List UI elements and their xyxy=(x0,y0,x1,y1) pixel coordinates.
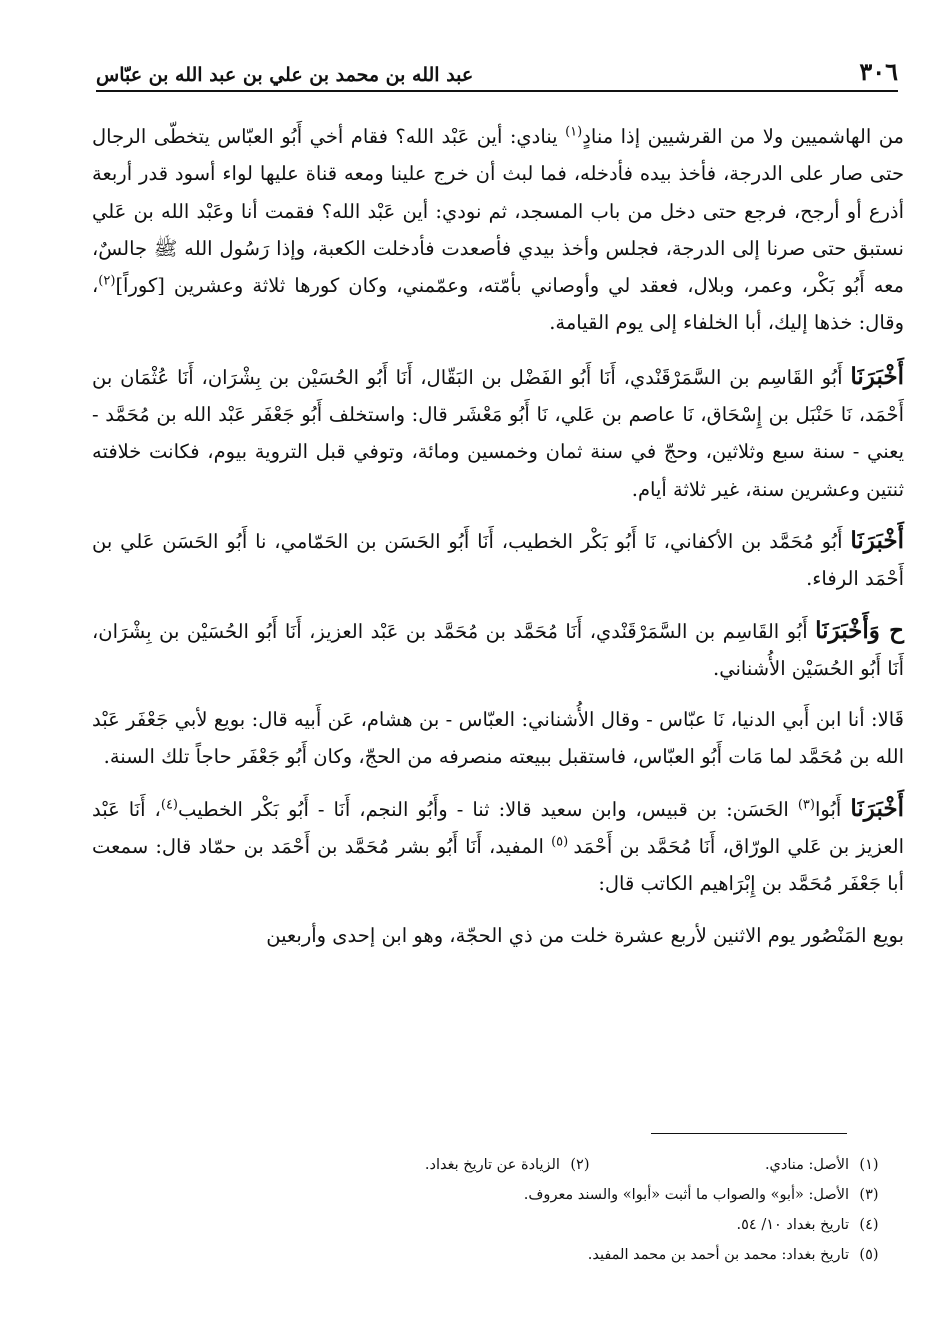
footnote-number: (٢) xyxy=(570,1157,590,1173)
paragraph-text: الحَسَن: بن قبيس، وابن سعيد قالا: ثنا - وأَبُو النجم، أَنَا - أَبُو بَكْر الخطيب xyxy=(178,797,798,821)
paragraph-text: ، وقال: خذها إليك، أبا الخلفاء إلى يوم القيامة. xyxy=(92,274,904,335)
footnote xyxy=(765,1150,889,1180)
footnote-text: الزيادة عن تاريخ بغداد. xyxy=(424,1157,560,1173)
paragraph-text: من الهاشميين ولا من القرشيين إذا منادٍ xyxy=(582,125,904,148)
footnote-row xyxy=(69,1150,889,1180)
footnote-ref: (٥) xyxy=(551,834,574,850)
footnote-divider xyxy=(651,1133,847,1134)
paragraph-text: ، أَنَا عَبْد العزيز بن عَلي الورّاق، أَنَا مُحَمَّد بن أَحْمَد xyxy=(92,797,904,859)
footnote-ref: (٤) xyxy=(160,797,178,813)
footnote-row xyxy=(69,1180,889,1210)
paragraph xyxy=(92,790,904,903)
paragraph-text: أَبُو القَاسِم بن السَّمَرْقَنْدي، أَنَا أَبُو الفَضْل بن البَقّال، أَنَا أَبُو الحُسَيْن بن بِشْرَان، أَنَا عُثْمَان بن أَحْمَد، نَا حَنْبَل بن إِسْحَاق، نَا عاصم بن عَلي، نَا أَبُو مَعْشَر قال: واستخلف أَبُو جَعْفَر عَبْد الله بن مُحَمَّد - يعني - سنة سبع وثلاثين، وحجّ في سنة ثمان وخمسين ومائة، وتوفي قبل التروية بيوم، فكانت خلافته ثنتين وعشرين سنة، غير ثلاثة أيام. xyxy=(92,365,904,501)
paragraph-text: قَالا: أنا ابن أَبي الدنيا، نَا عبّاس - وقال الأُشناني: العبّاس - بن هشام، عَن أَبيه قال: بويع لأبي جَعْفَر عَبْد الله بن مُحَمَّد لما مَات أَبُو العبّاس، فاستقبل ببيعته منصرفه من الحجّ، وكان أَبُو جَعْفَر حاجاً تلك السنة. xyxy=(92,708,904,769)
paragraph xyxy=(92,701,904,776)
paragraph-text: أَبُو القَاسِم بن السَّمَرْقَنْدي، أَنَا مُحَمَّد بن مُحَمَّد بن عَبْد العزيز، أَنَا أَبُو الحُسَيْن بن بِشْرَان، أَنَا أَبُو الحُسَيْن الأُشناني. xyxy=(92,619,904,680)
page-header xyxy=(96,52,898,92)
paragraph xyxy=(92,118,904,342)
paragraph xyxy=(92,522,904,598)
footnote xyxy=(524,1180,889,1210)
footnote-ref: (١) xyxy=(565,124,583,140)
footnote xyxy=(588,1240,889,1270)
isnad-lead: ح وَأَخْبَرَنَا xyxy=(815,616,905,644)
isnad-lead: أَخْبَرَنَا xyxy=(850,794,904,822)
paragraph-text: بويع المَنْصُور يوم الاثنين لأربع عشرة خلت من ذي الحجّة، وهو ابن إحدى وأربعين xyxy=(266,923,904,947)
footnote-number: (٥) xyxy=(859,1247,879,1263)
paragraph-text: المفيد، أَنَا أَبُو بشر مُحَمَّد بن أَحْمَد بن حمّاد قال: سمعت أبا جَعْفَر مُحَمَّد بن إِبْرَاهيم الكاتب قال: xyxy=(92,835,904,896)
footnote xyxy=(737,1210,889,1240)
isnad-lead: أَخْبَرَنَا xyxy=(850,526,904,554)
paragraph-text: ينادي: أين عَبْد الله؟ فقام أخي أَبُو العبّاس يتخطّى الرجال حتى صار على الدرجة، فأخذ بيده فأدخله، فما لبث أن خرج علينا ومعه قناة عليها لواء أسود قدر أربعة أذرع أو أرجح، فرجع حتى دخل من باب المسجد، ثم نودي: أين عَبْد الله؟ فقمت أنا وعَبْد الله بن عَلي نستبق حتى صرنا إلى الدرجة، فجلس وأخذ بيدي فأصعدت فأدخلت الكعبة، وإذا رَسُول الله ﷺ جالسٌ، معه أَبُو بَكْر، وعمر، وبلال، فعقد لي وأوصاني بأمّته، وعمّمني، وكان كورها ثلاثة وعشرين [كوراً] xyxy=(92,125,904,298)
footnotes xyxy=(69,1150,889,1270)
running-title: عبد الله بن محمد بن علي بن عبد الله بن عبّاس xyxy=(96,64,474,86)
footnote-number: (٣) xyxy=(859,1187,879,1203)
page-number: ٣٠٦ xyxy=(859,57,898,86)
footnote-number: (٤) xyxy=(859,1217,879,1233)
footnote-row xyxy=(69,1240,889,1270)
footnote-text: الأصل: «أبو» والصواب ما أثبت «أبوا» والسند معروف. xyxy=(523,1187,849,1203)
footnote-text: الأصل: منادي. xyxy=(764,1157,849,1173)
isnad-lead: أَخْبَرَنَا xyxy=(850,362,904,390)
paragraph xyxy=(92,358,904,508)
main-text xyxy=(92,118,904,968)
paragraph xyxy=(92,917,904,954)
paragraph xyxy=(92,612,904,688)
footnote-number: (١) xyxy=(859,1157,879,1173)
paragraph-text: أَبُو مُحَمَّد بن الأكفاني، نَا أَبُو بَكْر الخطيب، أَنَا أَبُو الحَسَن بن الحَمّامي، نا أَبُو الحَسَن عَلي بن أَحْمَد الرفاء. xyxy=(92,529,904,591)
footnote-ref: (٢) xyxy=(98,273,116,289)
paragraph-text: أَبُوا xyxy=(814,797,851,821)
footnote-text: تاريخ بغداد: محمد بن أحمد بن محمد المفيد. xyxy=(587,1247,849,1263)
footnote-ref: (٣) xyxy=(797,797,815,813)
footnote xyxy=(425,1150,600,1180)
footnote-row xyxy=(69,1210,889,1240)
footnote-text: تاريخ بغداد ١٠/ ٥٤. xyxy=(736,1217,849,1233)
